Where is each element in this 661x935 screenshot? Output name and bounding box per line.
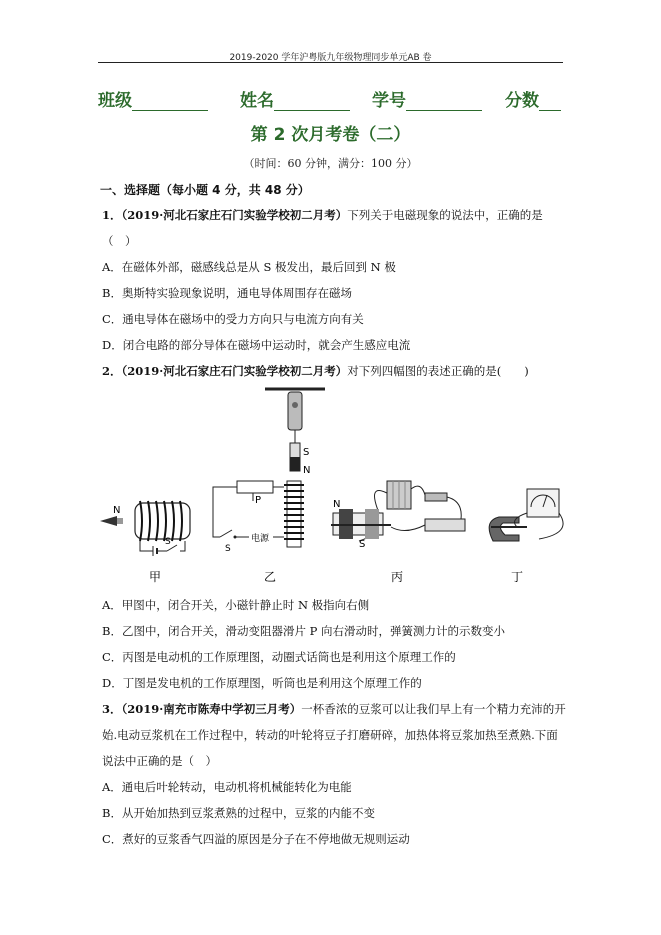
q1-answer-paren: （ ） <box>102 234 137 248</box>
q2-option-c: C．丙图是电动机的工作原理图，动圈式话筒也是利用这个原理工作的 <box>102 650 456 664</box>
page-header: 2019-2020 学年沪粤版九年级物理同步单元AB 卷 <box>229 53 432 63</box>
q2-number: 2． <box>102 364 122 378</box>
q1-stem-text: 下列关于电磁现象的说法中，正确的是 <box>347 208 543 222</box>
q3-option-b: B．从开始加热到豆浆煮熟的过程中，豆浆的内能不变 <box>102 806 375 820</box>
q2-figure <box>95 385 565 590</box>
q3-option-a: A．通电后叶轮转动，电动机将机械能转化为电能 <box>102 780 352 794</box>
figure-label-ding: 丁 <box>510 570 524 584</box>
name-blank[interactable] <box>274 94 350 111</box>
needle-n-label: N <box>113 505 121 516</box>
q3-stem-line1 <box>102 701 566 717</box>
header-divider <box>98 62 563 63</box>
magnet-n-label: N <box>303 465 311 476</box>
score-label: 分数 <box>505 91 539 111</box>
q1-option-a: A．在磁体外部，磁感线总是从 S 极发出，最后回到 N 极 <box>102 260 396 274</box>
q1-number: 1． <box>102 208 122 222</box>
exam-subtitle: （时间：60 分钟，满分：100 分） <box>243 157 418 170</box>
class-field[interactable] <box>98 86 208 111</box>
bing-s-label: S <box>359 539 366 550</box>
figure-label-bing: 丙 <box>390 570 404 584</box>
q1-source: （2019·河北石家庄石门实验学校初二月考） <box>121 208 348 222</box>
switch-icon-yi <box>220 530 232 537</box>
score-field[interactable] <box>505 86 561 111</box>
id-blank[interactable] <box>406 94 482 111</box>
figure-yi <box>213 389 325 554</box>
id-field[interactable] <box>372 86 482 111</box>
q1-option-d: D．闭合电路的部分导体在磁场中运动时，就会产生感应电流 <box>102 338 411 352</box>
class-label: 班级 <box>98 91 132 111</box>
spring-balance-icon <box>288 392 302 430</box>
magnet-s-label: S <box>303 447 310 458</box>
q3-number: 3． <box>102 702 122 716</box>
section-heading: 一、选择题（每小题 4 分，共 48 分） <box>100 183 310 197</box>
id-label: 学号 <box>372 91 406 111</box>
figure-ding <box>489 489 563 541</box>
bing-n-label: N <box>333 499 341 510</box>
class-blank[interactable] <box>132 94 208 111</box>
exam-title: 第 2 次月考卷（二） <box>250 125 411 145</box>
name-field[interactable] <box>240 86 350 111</box>
solenoid-coil <box>140 501 182 541</box>
rheostat-icon <box>237 481 273 493</box>
name-label: 姓名 <box>240 91 274 111</box>
q2-option-d: D．丁图是发电机的工作原理图，听筒也是利用这个原理工作的 <box>102 676 422 690</box>
power-source-label: 电源 <box>251 534 270 544</box>
q1-option-c: C．通电导体在磁场中的受力方向只与电流方向有关 <box>102 312 364 326</box>
q1-stem <box>102 207 543 223</box>
q3-option-c: C．煮好的豆浆香气四溢的原因是分子在不停地做无规则运动 <box>102 832 410 846</box>
figure-label-yi: 乙 <box>263 570 277 584</box>
q2-source: （2019·河北石家庄石门实验学校初二月考） <box>121 364 348 378</box>
figure-label-jia: 甲 <box>148 570 162 584</box>
compass-needle-icon <box>100 516 117 526</box>
q2-option-b: B．乙图中，闭合开关，滑动变阻器滑片 P 向右滑动时，弹簧测力计的示数变小 <box>102 624 505 638</box>
q3-stem-line2: 始.电动豆浆机在工作过程中，转动的叶轮将豆子打磨研碎，加热体将豆浆加热至煮熟.下面 <box>102 728 558 742</box>
q2-stem-text: 对下列四幅图的表述正确的是( ) <box>347 364 529 378</box>
q2-option-a: A．甲图中，闭合开关，小磁针静止时 N 极指向右侧 <box>102 598 370 612</box>
figure-bing <box>331 481 465 550</box>
switch-icon-bing <box>425 493 447 501</box>
slider-p-label: P <box>255 495 262 506</box>
switch-s-label-jia: S <box>165 537 171 547</box>
figure-jia <box>100 501 190 556</box>
score-blank[interactable] <box>539 94 561 111</box>
q3-stem-text-1: 一杯香浓的豆浆可以让我们早上有一个精力充沛的开 <box>301 702 566 716</box>
q3-stem-line3: 说法中正确的是（ ） <box>102 754 217 768</box>
q3-source: （2019·南充市陈寿中学初三月考） <box>121 702 302 716</box>
q2-stem <box>102 363 529 379</box>
switch-s-label-yi: S <box>225 544 231 554</box>
q1-option-b: B．奥斯特实验现象说明，通电导体周围存在磁场 <box>102 286 352 300</box>
rheostat-icon-bing <box>425 519 465 531</box>
